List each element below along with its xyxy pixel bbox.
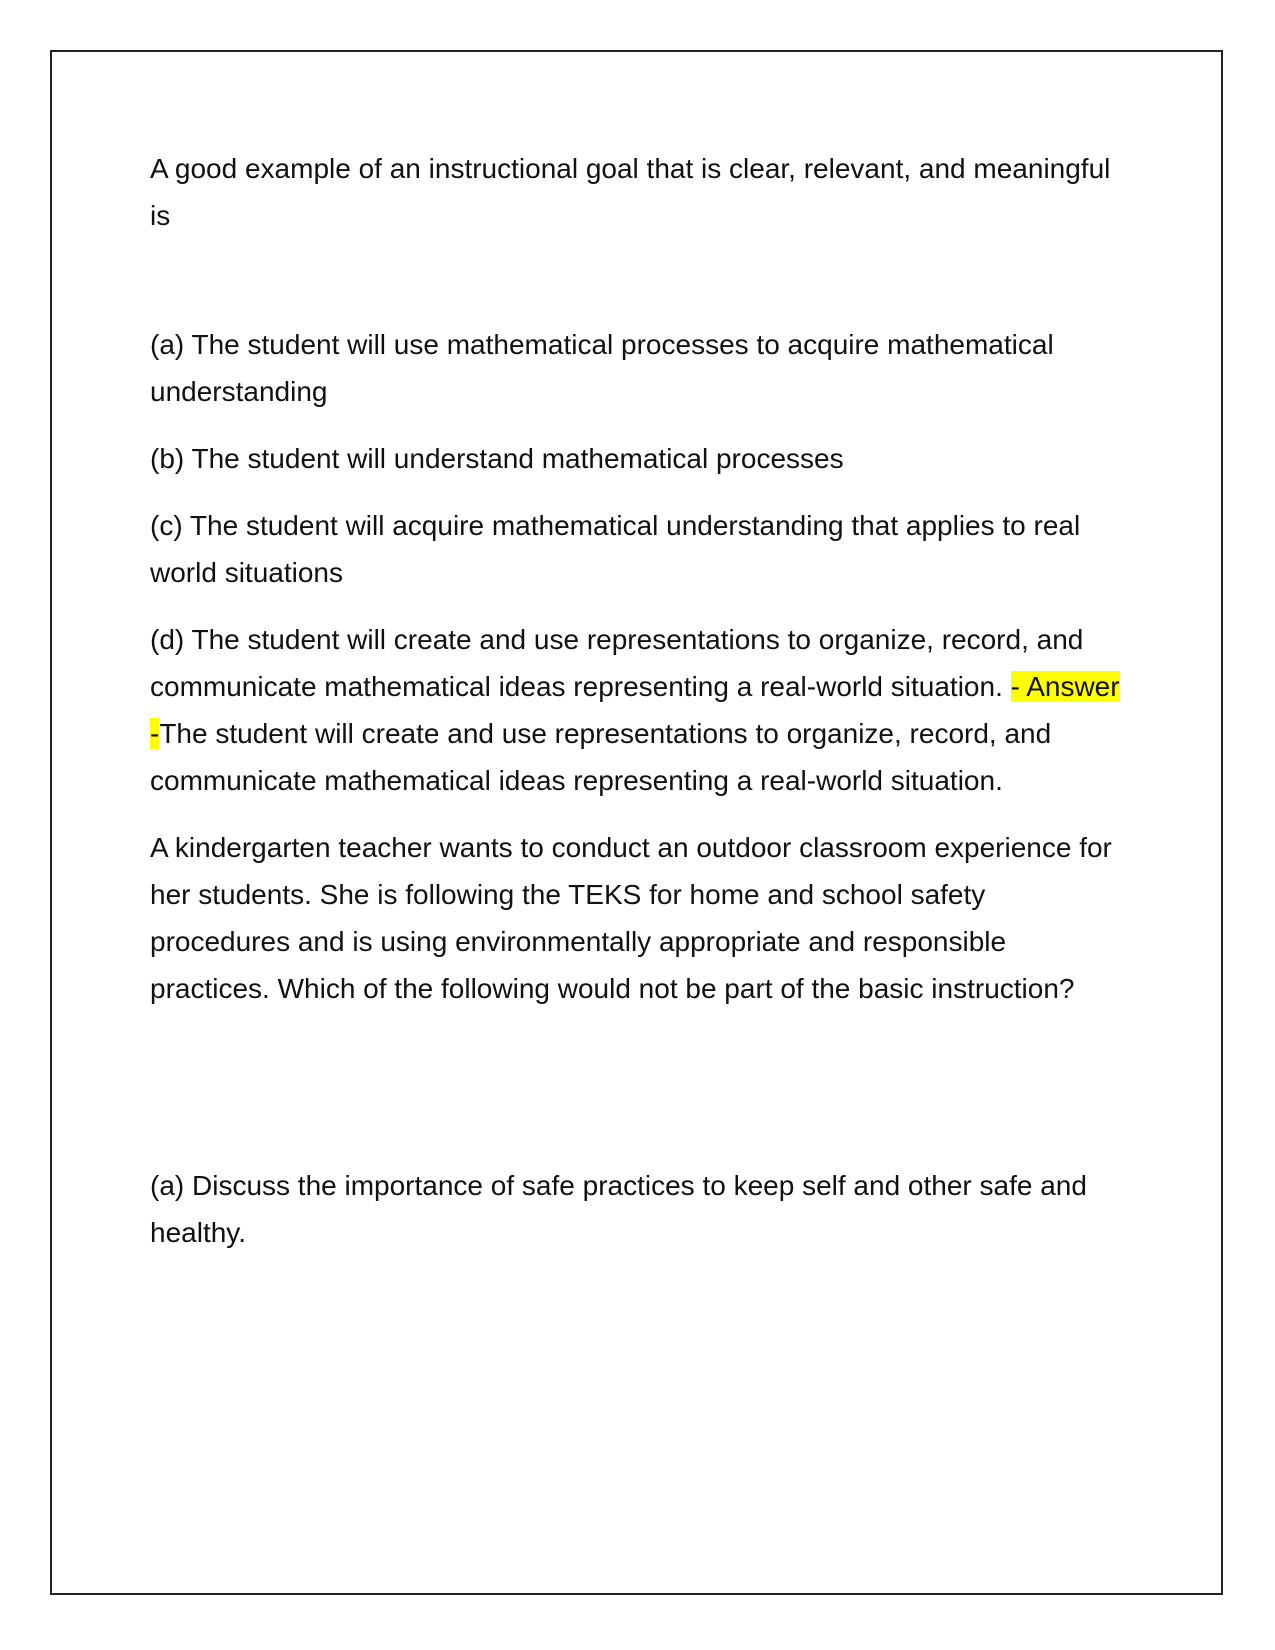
question1-option-a: (a) The student will use mathematical processes to acquire mathematical understanding <box>150 329 1054 407</box>
question2-stem: A kindergarten teacher wants to conduct an outdoor classroom experience for her students. She is following the TEKS for home and school safety procedures and is using environmentally appropriate and responsible practices. Which of the following would not be part of the basic instruction? <box>150 832 1112 1004</box>
document-body <box>150 145 1125 1256</box>
question1-option-d-text: (d) The student will create and use representations to organize, record, and communicate mathematical ideas representing a real-world situation. <box>150 624 1084 702</box>
question1-answer-text: The student will create and use representations to organize, record, and communicate mathematical ideas representing a real-world situation. <box>150 718 1052 796</box>
answer-marker-highlight: - Answer - <box>150 671 1120 749</box>
question2-option-a: (a) Discuss the importance of safe practices to keep self and other safe and healthy. <box>150 1170 1087 1248</box>
question1-stem: A good example of an instructional goal that is clear, relevant, and meaningful is <box>150 153 1111 231</box>
question1-option-b: (b) The student will understand mathematical processes <box>150 443 844 474</box>
question1-option-d <box>150 616 1125 804</box>
question1-option-c: (c) The student will acquire mathematical understanding that applies to real world situations <box>150 510 1081 588</box>
